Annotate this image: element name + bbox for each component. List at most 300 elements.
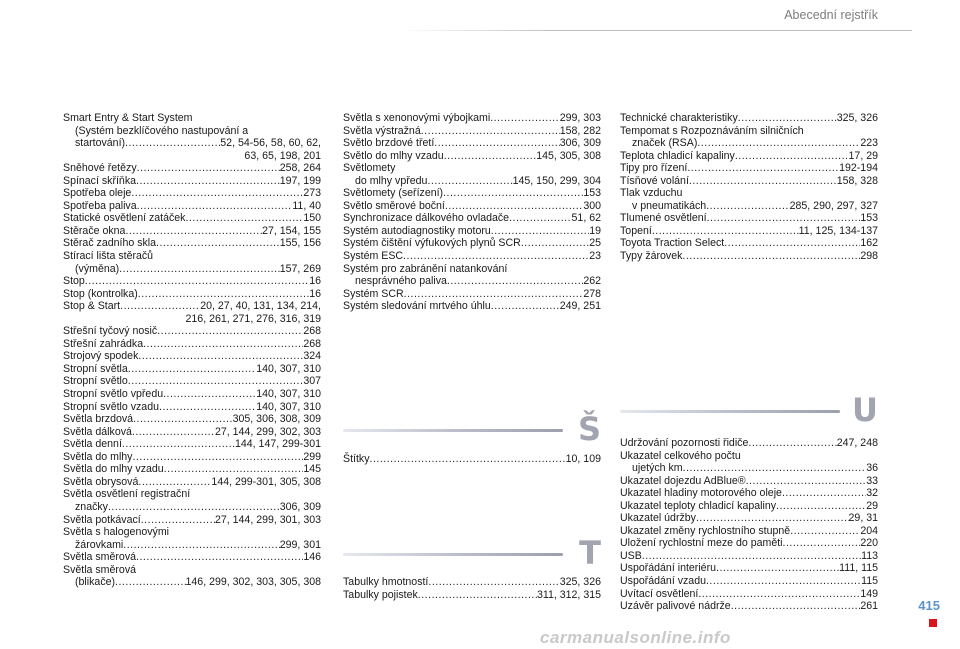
index-entry-pages: 258, 264 bbox=[279, 162, 321, 175]
index-entry-pages: 145, 150, 299, 304 bbox=[512, 174, 601, 187]
index-entry bbox=[620, 575, 878, 588]
leader-dots bbox=[716, 562, 839, 575]
index-entry bbox=[343, 237, 601, 250]
index-entry-label: Světla denní bbox=[63, 438, 122, 451]
letter-heading: Š bbox=[577, 410, 601, 448]
index-entry bbox=[620, 537, 878, 550]
index-entry-label: značky bbox=[75, 500, 108, 513]
leader-dots bbox=[642, 550, 861, 563]
index-entry-pages: 29 bbox=[866, 499, 878, 512]
index-entry-label: Střešní zahrádka bbox=[63, 337, 144, 350]
index-entry-pages: 17, 29 bbox=[848, 149, 878, 162]
index-entry-label: Sněhové řetězy bbox=[63, 162, 137, 175]
index-entry-label: Typy žárovek bbox=[620, 250, 683, 263]
index-entry bbox=[343, 300, 601, 313]
leader-dots bbox=[141, 514, 215, 527]
index-entry bbox=[63, 375, 321, 388]
index-entry bbox=[620, 250, 878, 263]
leader-dots bbox=[790, 525, 860, 538]
index-entry-label: Stop bbox=[63, 275, 85, 288]
index-entry-pages: 150 bbox=[303, 212, 321, 225]
leader-dots bbox=[735, 150, 849, 163]
index-entry-pages: 23 bbox=[589, 250, 601, 263]
index-entry-pages: 140, 307, 310 bbox=[256, 362, 321, 375]
index-entry-pages: 153 bbox=[583, 187, 601, 200]
leader-dots bbox=[137, 200, 293, 213]
index-entry bbox=[343, 212, 601, 225]
watermark: carmanualsonline.info bbox=[540, 628, 731, 647]
index-pages-continued: 216, 261, 271, 276, 316, 319 bbox=[185, 312, 321, 325]
index-entry bbox=[63, 237, 321, 250]
index-entry bbox=[63, 388, 321, 401]
index-entry bbox=[63, 451, 321, 464]
index-entry-pages: 113 bbox=[861, 549, 878, 562]
index-entry-label: nesprávného paliva bbox=[355, 275, 447, 288]
index-entry bbox=[343, 288, 601, 301]
index-entry bbox=[63, 162, 321, 175]
index-entry bbox=[343, 187, 601, 200]
index-entry-pages: 20, 27, 40, 131, 134, 214, bbox=[200, 300, 321, 313]
index-entry-pages: 140, 307, 310 bbox=[256, 400, 321, 413]
index-entry bbox=[63, 263, 321, 276]
index-entry-pages: 162 bbox=[860, 237, 878, 250]
leader-dots bbox=[138, 350, 303, 363]
leader-dots bbox=[143, 338, 303, 351]
leader-dots bbox=[125, 225, 262, 238]
index-entry-pages: 140, 307, 310 bbox=[256, 388, 321, 401]
leader-dots bbox=[706, 575, 861, 588]
index-entry-label: Střešní tyčový nosič bbox=[63, 325, 158, 338]
leader-dots bbox=[131, 187, 303, 200]
index-entry-label: Statické osvětlení zatáček bbox=[63, 212, 186, 225]
index-entry-pages: 145 bbox=[303, 463, 321, 476]
index-column-2 bbox=[343, 112, 601, 313]
index-entry bbox=[620, 512, 878, 525]
index-entry-pages: 278 bbox=[583, 287, 601, 300]
leader-dots bbox=[724, 237, 860, 250]
index-entry-label: Světlomety (seřízení) bbox=[343, 187, 444, 200]
index-entry bbox=[620, 562, 878, 575]
index-entry bbox=[343, 576, 601, 589]
leader-dots bbox=[731, 600, 861, 613]
index-entry bbox=[620, 200, 878, 213]
index-entry-label: Systém čištění výfukových plynů SCR bbox=[343, 237, 521, 250]
leader-dots bbox=[697, 137, 860, 150]
index-entry-pages: 268 bbox=[303, 325, 321, 338]
leader-dots bbox=[687, 162, 839, 175]
index-entry bbox=[63, 175, 321, 188]
index-entry-label: Topení bbox=[620, 224, 652, 237]
index-entry-pages: 19 bbox=[589, 224, 601, 237]
index-entry-label: Uzávěr palivové nádrže bbox=[620, 600, 731, 613]
leader-dots bbox=[132, 451, 303, 464]
index-entry-label: Světla potkávací bbox=[63, 513, 141, 526]
leader-dots bbox=[652, 225, 799, 238]
index-entry-label: Světla do mlhy vzadu bbox=[63, 463, 164, 476]
index-entry-label: Stěrač zadního skla bbox=[63, 237, 157, 250]
index-entry-label: Světla směrová bbox=[63, 551, 137, 564]
index-entry-pages: 27, 154, 155 bbox=[262, 224, 321, 237]
index-entry bbox=[620, 162, 878, 175]
index-entry bbox=[620, 175, 878, 188]
index-entry-label: Spotřeba oleje bbox=[63, 187, 132, 200]
leader-dots bbox=[136, 551, 303, 564]
index-entry-pages: 158, 328 bbox=[836, 174, 878, 187]
index-entry-label: Světlo brzdové třetí bbox=[343, 137, 435, 150]
index-entry-label: Udržování pozornosti řidiče bbox=[620, 437, 749, 449]
index-entry-label: Tlak vzduchu bbox=[620, 187, 683, 200]
index-entry bbox=[343, 200, 601, 213]
index-entry bbox=[63, 137, 321, 150]
index-entry-label: v pneumatikách bbox=[632, 199, 707, 212]
index-entry bbox=[63, 426, 321, 439]
index-entry bbox=[620, 437, 878, 450]
leader-dots bbox=[428, 576, 559, 589]
index-entry-label: ujetých km bbox=[632, 462, 683, 475]
leader-dots bbox=[746, 475, 867, 488]
index-entry bbox=[620, 237, 878, 250]
index-entry-label: Technické charakteristiky bbox=[620, 112, 738, 124]
index-entry bbox=[620, 225, 878, 238]
index-entry-label: Systém sledování mrtvého úhlu bbox=[343, 300, 491, 313]
page-number: 415 bbox=[918, 598, 940, 613]
leader-dots bbox=[159, 401, 256, 414]
index-entry-label: Systém pro zabránění natankování bbox=[343, 262, 508, 275]
index-entry-label: startování) bbox=[75, 137, 126, 150]
leader-dots bbox=[706, 200, 789, 213]
index-entry-label: Ukazatel celkového počtu bbox=[620, 449, 741, 462]
index-entry-label: Systém ESC bbox=[343, 250, 404, 263]
index-entry-pages: 273 bbox=[303, 187, 321, 200]
leader-dots bbox=[738, 112, 837, 125]
index-entry-label: do mlhy vpředu bbox=[355, 174, 428, 187]
index-entry-pages: 158, 282 bbox=[559, 124, 601, 137]
index-entry-label: Smart Entry & Start System bbox=[63, 112, 193, 124]
index-entry-label: Tipy pro řízení bbox=[620, 162, 688, 175]
leader-dots bbox=[157, 325, 303, 338]
index-entry-label: Uspořádání vzadu bbox=[620, 575, 706, 588]
index-entry bbox=[63, 225, 321, 238]
index-entry bbox=[343, 150, 601, 163]
index-entry-pages: 33 bbox=[866, 474, 878, 487]
index-entry-pages: 145, 305, 308 bbox=[536, 149, 601, 162]
index-entry-pages: 29, 31 bbox=[848, 512, 878, 525]
index-entry-label: Uvítací osvětlení bbox=[620, 587, 699, 600]
index-entry-label: Ukazatel údržby bbox=[620, 512, 696, 525]
index-entry-pages: 149 bbox=[860, 587, 878, 600]
leader-dots bbox=[491, 225, 589, 238]
index-entry-label: (blikače) bbox=[75, 576, 116, 589]
index-entry-pages: 305, 306, 308, 309 bbox=[232, 413, 321, 426]
leader-dots bbox=[421, 125, 560, 138]
index-entry-pages: 325, 326 bbox=[836, 112, 878, 124]
leader-dots bbox=[403, 250, 589, 263]
index-entry-label: Ukazatel dojezdu AdBlue® bbox=[620, 474, 746, 487]
index-entry-label: Spínací skříňka bbox=[63, 174, 137, 187]
leader-dots bbox=[782, 487, 866, 500]
index-entry-pages: 155, 156 bbox=[279, 237, 321, 250]
index-entry-label: Světla směrová bbox=[63, 563, 137, 576]
leader-dots bbox=[123, 539, 279, 552]
index-entry bbox=[63, 476, 321, 489]
leader-dots bbox=[138, 288, 309, 301]
index-entry bbox=[63, 288, 321, 301]
index-entry bbox=[620, 487, 878, 500]
leader-dots bbox=[444, 150, 536, 163]
index-entry bbox=[63, 187, 321, 200]
index-entry bbox=[63, 551, 321, 564]
index-entry-label: Tabulky pojistek bbox=[343, 588, 418, 601]
leader-dots bbox=[491, 300, 560, 313]
index-entry-label: Stop & Start bbox=[63, 300, 121, 313]
index-entry-pages: 16 bbox=[309, 287, 321, 300]
index-entry-pages: 306, 309 bbox=[279, 500, 321, 513]
index-entry-pages: 51, 62 bbox=[571, 212, 601, 225]
index-entry-label: Uspořádání interiéru bbox=[620, 562, 716, 575]
index-entry bbox=[63, 350, 321, 363]
index-entry-label: Světla do mlhy bbox=[63, 450, 133, 463]
index-entry bbox=[63, 438, 321, 451]
index-entry-label: Tísňové volání bbox=[620, 174, 689, 187]
index-entry bbox=[343, 453, 601, 466]
leader-dots bbox=[783, 537, 861, 550]
index-entry-label: žárovkami bbox=[75, 538, 124, 551]
index-entry-pages: 285, 290, 297, 327 bbox=[789, 199, 878, 212]
leader-dots bbox=[370, 453, 566, 466]
leader-dots bbox=[509, 212, 571, 225]
index-entry-pages: 262 bbox=[583, 275, 601, 288]
index-entry-pages: 298 bbox=[860, 250, 878, 263]
index-entry-pages: 268 bbox=[303, 337, 321, 350]
index-entry-label: Spotřeba paliva bbox=[63, 199, 137, 212]
index-entry-label: Systém SCR bbox=[343, 287, 404, 300]
index-entry-label: Systém autodiagnostiky motoru bbox=[343, 224, 491, 237]
leader-dots bbox=[163, 388, 256, 401]
index-entry bbox=[343, 112, 601, 125]
index-entry-pages: 306, 309 bbox=[559, 137, 601, 150]
leader-dots bbox=[490, 112, 560, 125]
index-entry-pages: 111, 115 bbox=[839, 562, 878, 575]
index-entry-label: Toyota Traction Select bbox=[620, 237, 725, 250]
index-entry-pages: 11, 125, 134-137 bbox=[798, 224, 878, 237]
leader-dots bbox=[119, 263, 280, 276]
index-entry-label: Stírací lišta stěračů bbox=[63, 250, 154, 263]
leader-dots bbox=[689, 175, 837, 188]
index-entry-label: Světla obrysová bbox=[63, 475, 139, 488]
leader-dots bbox=[682, 250, 860, 263]
index-entry-label: Strojový spodek bbox=[63, 350, 139, 363]
index-entry bbox=[63, 275, 321, 288]
leader-dots bbox=[164, 463, 304, 476]
index-entry-label: Ukazatel teploty chladicí kapaliny bbox=[620, 499, 777, 512]
leader-dots bbox=[445, 200, 583, 213]
leader-dots bbox=[447, 275, 583, 288]
index-entry-pages: 11, 40 bbox=[292, 199, 321, 212]
index-entry-pages: 27, 144, 299, 302, 303 bbox=[214, 425, 321, 438]
leader-dots bbox=[137, 162, 280, 175]
leader-dots bbox=[115, 576, 185, 589]
index-entry-pages: 36 bbox=[866, 462, 878, 475]
leader-dots bbox=[136, 175, 280, 188]
letter-entries bbox=[620, 437, 878, 613]
leader-dots bbox=[521, 237, 589, 250]
index-entry-pages: 223 bbox=[860, 137, 878, 150]
index-entry-label: Stropní světlo vzadu bbox=[63, 400, 159, 413]
index-column-3 bbox=[620, 112, 878, 263]
index-entry bbox=[620, 212, 878, 225]
header-rule bbox=[400, 30, 912, 31]
index-entry bbox=[620, 137, 878, 150]
index-entry-label: Teplota chladicí kapaliny bbox=[620, 149, 735, 162]
index-entry bbox=[63, 212, 321, 225]
leader-dots bbox=[85, 275, 309, 288]
index-entry-label: USB bbox=[620, 549, 642, 562]
index-entry bbox=[343, 225, 601, 238]
letter-heading: T bbox=[579, 534, 601, 572]
index-entry bbox=[63, 325, 321, 338]
index-entry-label: Stěrače okna bbox=[63, 224, 126, 237]
index-entry-pages: 204 bbox=[860, 524, 878, 537]
index-entry-label: Světla brzdová bbox=[63, 413, 134, 426]
index-entry-label: Ukazatel změny rychlostního stupně bbox=[620, 524, 791, 537]
index-entry bbox=[63, 501, 321, 514]
index-label-continued: (Systém bezklíčového nastupování a bbox=[75, 124, 249, 137]
index-entry bbox=[343, 275, 601, 288]
index-entry-pages: 307 bbox=[303, 375, 321, 388]
index-entry bbox=[620, 112, 878, 125]
index-entry bbox=[620, 475, 878, 488]
index-entry-label: Světlomety bbox=[343, 162, 396, 175]
index-entry-label: Tlumené osvětlení bbox=[620, 212, 707, 225]
index-entry-label: Světla dálková bbox=[63, 425, 132, 438]
index-entry bbox=[63, 401, 321, 414]
index-entry-pages: 144, 147, 299-301 bbox=[234, 438, 321, 451]
index-entry bbox=[63, 300, 321, 313]
leader-dots bbox=[128, 363, 256, 376]
index-entry-label: (výměna) bbox=[75, 262, 120, 275]
index-entry bbox=[620, 550, 878, 563]
index-entry-pages: 10, 109 bbox=[565, 453, 601, 465]
index-entry-pages: 299 bbox=[303, 450, 321, 463]
letter-entries bbox=[343, 576, 601, 601]
index-entry bbox=[620, 500, 878, 513]
index-entry-pages: 299, 303 bbox=[559, 112, 601, 124]
index-entry bbox=[620, 600, 878, 613]
index-entry-label: Stropní světlo bbox=[63, 375, 128, 388]
index-entry bbox=[63, 539, 321, 552]
leader-dots bbox=[698, 588, 860, 601]
index-entry-pages: 261 bbox=[860, 600, 878, 613]
index-entry-label: Stop (kontrolka) bbox=[63, 287, 138, 300]
index-entry-pages: 192-194 bbox=[839, 162, 878, 175]
leader-dots bbox=[418, 589, 537, 602]
leader-dots bbox=[748, 437, 836, 450]
accent-square bbox=[929, 619, 937, 627]
leader-dots bbox=[404, 288, 584, 301]
index-entry bbox=[620, 525, 878, 538]
leader-dots bbox=[125, 137, 220, 150]
index-entry bbox=[343, 125, 601, 138]
index-entry-label: Ukazatel hladiny motorového oleje bbox=[620, 487, 782, 500]
index-entry bbox=[620, 150, 878, 163]
index-entry-label: Světlo do mlhy vzadu bbox=[343, 149, 444, 162]
index-pages-continued: 63, 65, 198, 201 bbox=[244, 149, 321, 162]
index-entry-pages: 32 bbox=[866, 487, 878, 500]
letter-entries bbox=[343, 453, 601, 466]
leader-dots bbox=[132, 426, 215, 439]
index-column-1 bbox=[63, 112, 321, 589]
leader-dots bbox=[120, 300, 200, 313]
index-entry bbox=[343, 589, 601, 602]
leader-dots bbox=[108, 501, 280, 514]
index-entry-label: Stropní světlo vpředu bbox=[63, 388, 164, 401]
leader-dots bbox=[683, 462, 867, 475]
index-entry-pages: 146, 299, 302, 303, 305, 308 bbox=[185, 576, 321, 589]
leader-dots bbox=[707, 212, 861, 225]
leader-dots bbox=[696, 512, 849, 525]
index-entry-pages: 115 bbox=[861, 575, 878, 588]
letter-divider bbox=[343, 429, 563, 432]
index-entry-label: Synchronizace dálkového ovladače bbox=[343, 212, 510, 225]
index-entry bbox=[63, 338, 321, 351]
index-entry-pages: 25 bbox=[589, 237, 601, 250]
index-entry-pages: 197, 199 bbox=[279, 174, 321, 187]
letter-divider bbox=[620, 410, 840, 413]
leader-dots bbox=[443, 187, 583, 200]
index-entry-label: Tabulky hmotností bbox=[343, 576, 429, 588]
index-entry-pages: 325, 326 bbox=[559, 576, 601, 588]
index-entry-pages: 247, 248 bbox=[836, 437, 878, 449]
index-entry bbox=[343, 175, 601, 188]
leader-dots bbox=[138, 476, 211, 489]
index-entry-pages: 220 bbox=[860, 537, 878, 550]
index-entry bbox=[63, 463, 321, 476]
index-entry-pages: 300 bbox=[583, 199, 601, 212]
leader-dots bbox=[427, 175, 512, 188]
index-entry-pages: 299, 301 bbox=[279, 538, 321, 551]
index-entry bbox=[343, 137, 601, 150]
leader-dots bbox=[133, 413, 233, 426]
leader-dots bbox=[156, 237, 280, 250]
index-entry-pages: 144, 299-301, 305, 308 bbox=[211, 475, 321, 488]
leader-dots bbox=[122, 438, 235, 451]
index-entry-pages: 16 bbox=[309, 275, 321, 288]
index-entry bbox=[63, 413, 321, 426]
index-entry bbox=[63, 576, 321, 589]
letter-heading: U bbox=[852, 391, 878, 429]
index-entry-label: značek (RSA) bbox=[632, 137, 698, 150]
index-entry bbox=[620, 588, 878, 601]
index-entry-label: Tempomat s Rozpoznáváním silničních bbox=[620, 124, 804, 137]
letter-divider bbox=[343, 553, 563, 556]
index-entry bbox=[63, 363, 321, 376]
index-entry-pages: 249, 251 bbox=[559, 300, 601, 313]
index-entry bbox=[620, 462, 878, 475]
index-entry-label: Světlo směrové boční bbox=[343, 199, 445, 212]
index-entry-label: Štítky bbox=[343, 453, 370, 465]
index-entry-label: Světla s halogenovými bbox=[63, 526, 169, 539]
index-entry-pages: 324 bbox=[303, 350, 321, 363]
index-entry-pages: 311, 312, 315 bbox=[536, 588, 601, 601]
leader-dots bbox=[776, 500, 866, 513]
index-entry bbox=[343, 250, 601, 263]
leader-dots bbox=[434, 137, 559, 150]
leader-dots bbox=[185, 212, 303, 225]
header-title: Abecední rejstřík bbox=[784, 8, 878, 22]
index-entry-pages: 153 bbox=[860, 212, 878, 225]
leader-dots bbox=[128, 375, 304, 388]
index-entry-pages: 27, 144, 299, 301, 303 bbox=[214, 513, 321, 526]
